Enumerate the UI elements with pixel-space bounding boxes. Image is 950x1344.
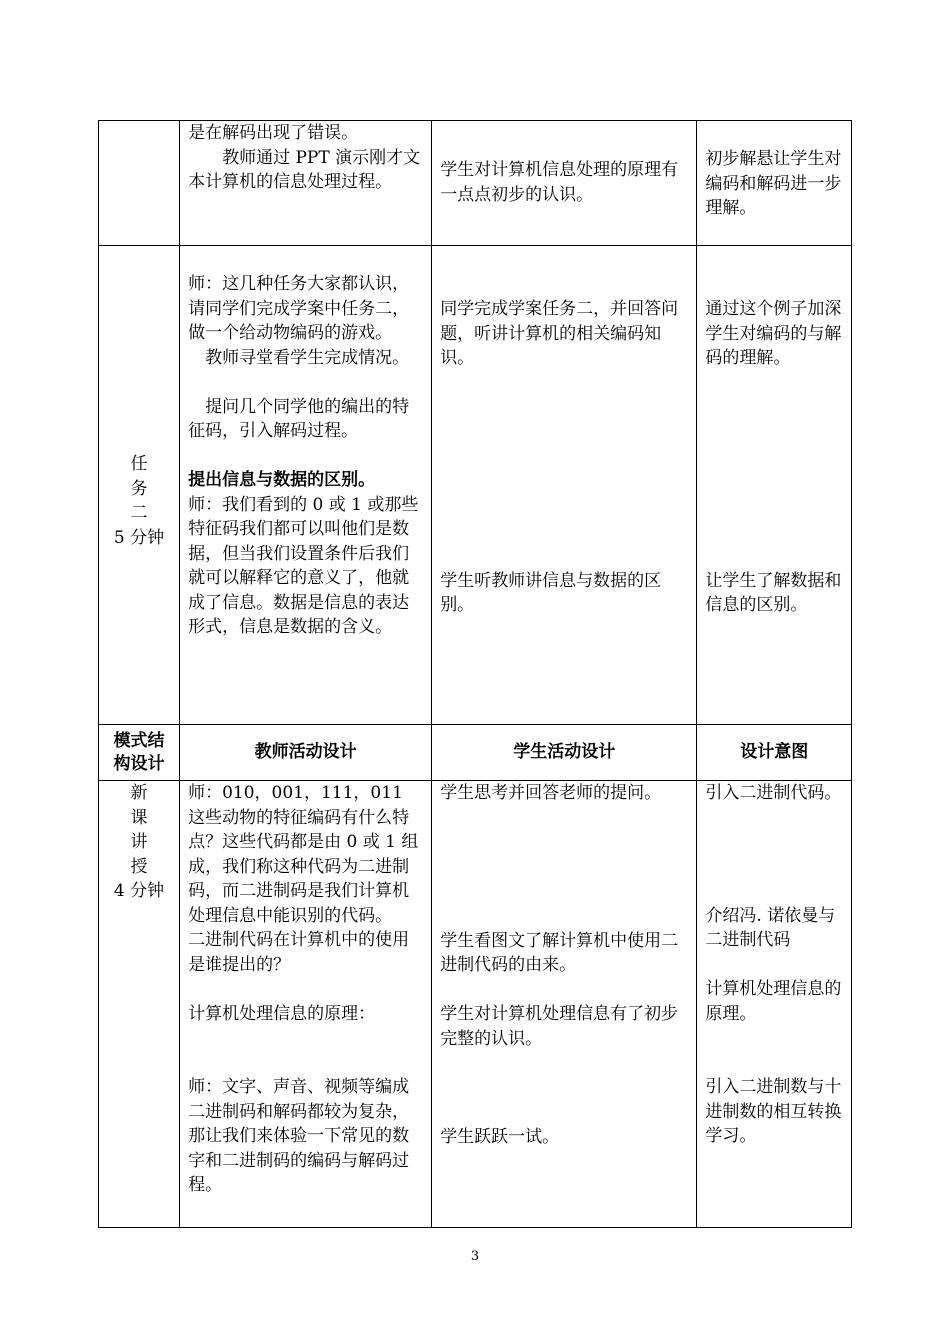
- stage-cell: 新 课 讲 授 4 分钟: [99, 781, 180, 1228]
- lesson-plan-table: [98, 120, 852, 1228]
- design-intent-cell: 引入二进制代码。 介绍冯. 诺依曼与二进制代码 计算机处理信息的原理。 引入二进制数与十进制数的相互转换学习。: [697, 781, 852, 1228]
- table-row: [99, 121, 852, 246]
- student-activity-cell: 学生思考并回答老师的提问。 学生看图文了解计算机中使用二进制代码的由来。 学生对计算机处理信息有了初步完整的认识。 学生跃跃一试。: [432, 781, 697, 1228]
- table-header-row: [99, 725, 852, 781]
- section-heading: 提出信息与数据的区别。: [188, 470, 376, 490]
- table-row: [99, 781, 852, 1228]
- design-intent-cell: 通过这个例子加深学生对编码的与解码的理解。 让学生了解数据和信息的区别。: [697, 246, 852, 725]
- table-row: [99, 246, 852, 725]
- teacher-activity-cell: 师：010，001，111，011 这些动物的特征编码有什么特点？这些代码都是由 0 或 1 组成，我们称这种代码为二进制码，而二进制码是我们计算机处理信息中能识别的代码。 二进制代码在计算机中的使用是谁提出的？ 计算机处理信息的原理： 师：文字、声音、视频等编成二进制码和解码都较为复杂，那让我们来体验一下常见的数字和二进制码的编码与解码过程。: [180, 781, 432, 1228]
- stage-cell: [99, 121, 180, 246]
- student-activity-cell: 学生对计算机信息处理的原理有一点点初步的认识。: [432, 121, 697, 246]
- teacher-activity-cell: 师：这几种任务大家都认识，请同学们完成学案中任务二，做一个给动物编码的游戏。 教师寻堂看学生完成情况。 提问几个同学他的编出的特征码，引入解码过程。 提出信息与数据的区别。 师：我们看到的 0 或 1 或那些特征码我们都可以叫他们是数据，但当我们设置条件后我们就可以解释它的意义了，他就成了信息。数据是信息的表达形式，信息是数据的含义。: [180, 246, 432, 725]
- design-intent-cell: 初步解悬让学生对编码和解码进一步理解。: [697, 121, 852, 246]
- header-stage: 模式结构设计: [99, 725, 180, 781]
- header-intent: 设计意图: [697, 725, 852, 781]
- page-number: 3: [470, 1249, 480, 1264]
- header-teacher: 教师活动设计: [180, 725, 432, 781]
- student-activity-cell: 同学完成学案任务二，并回答问题，听讲计算机的相关编码知识。 学生听教师讲信息与数据的区别。: [432, 246, 697, 725]
- teacher-activity-cell: 是在解码出现了错误。 教师通过 PPT 演示刚才文本计算机的信息处理过程。: [180, 121, 432, 246]
- stage-cell: 任 务 二 5 分钟: [99, 246, 180, 725]
- header-student: 学生活动设计: [432, 725, 697, 781]
